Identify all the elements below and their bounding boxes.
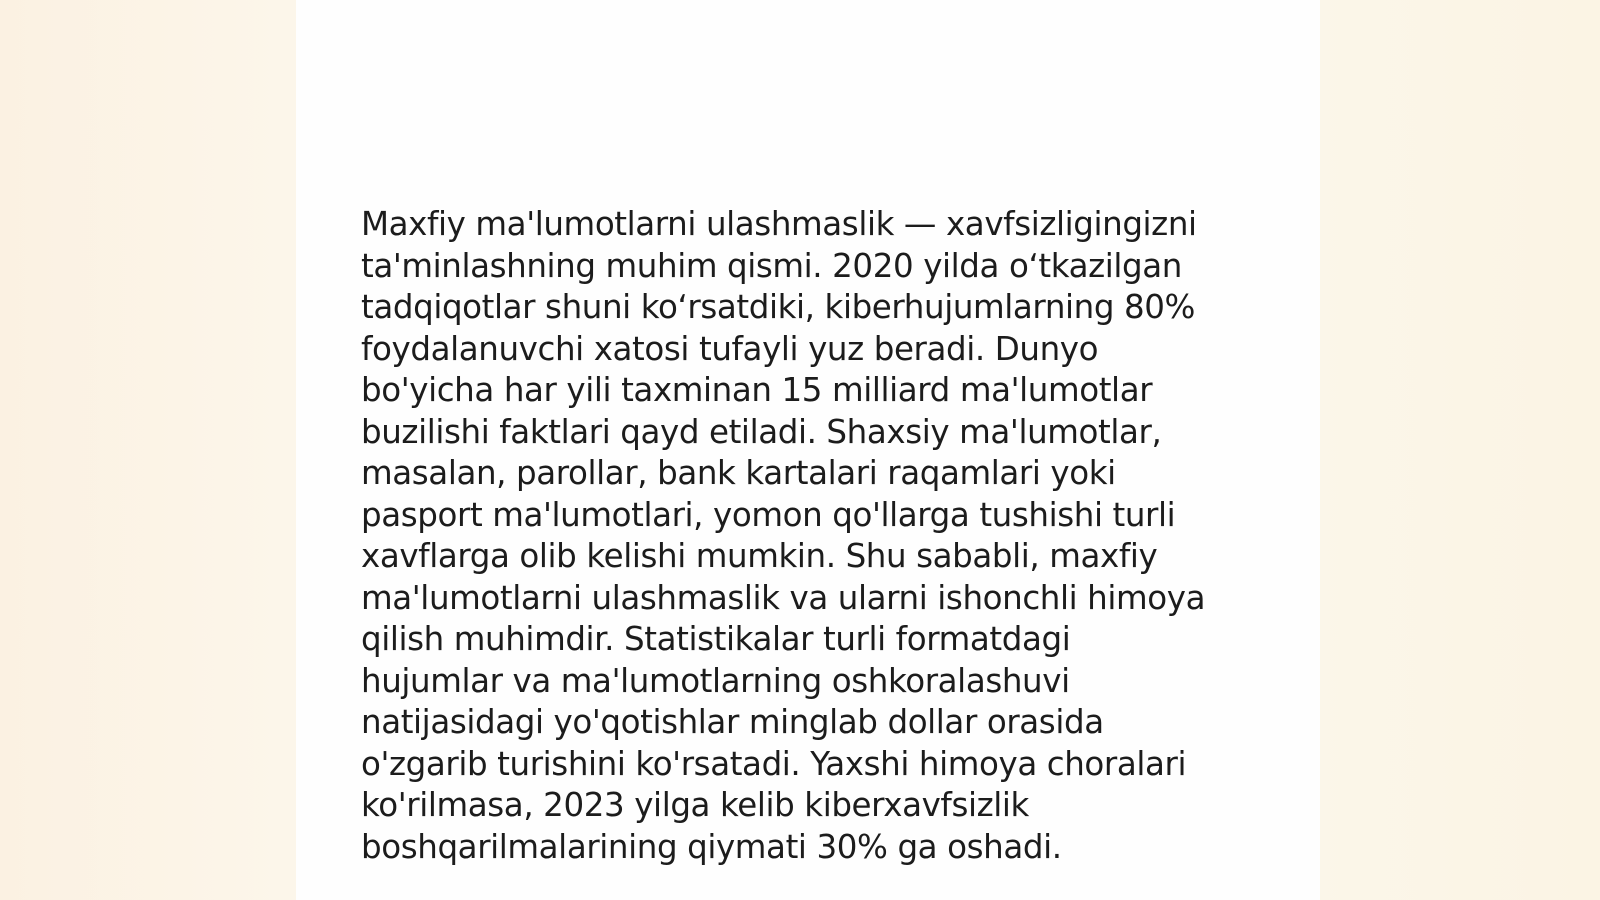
paragraph-line: o'zgarib turishini ko'rsatadi. Yaxshi himoya choralari [361, 744, 1187, 783]
document-page [296, 0, 1320, 900]
paragraph-line: bo'yicha har yili taxminan 15 milliard ma'lumotlar [361, 371, 1153, 409]
paragraph-line: hujumlar va ma'lumotlarning oshkoralashuvi [361, 661, 1070, 700]
paragraph-line: foydalanuvchi xatosi tufayli yuz beradi. Dunyo [361, 329, 1099, 368]
paragraph-line: boshqarilmalarining qiymati 30% ga oshadi. [361, 827, 1062, 866]
paragraph-line: natijasidagi yo'qotishlar minglab dollar orasida [361, 703, 1104, 741]
paragraph-line: pasport ma'lumotlari, yomon qo'llarga tushishi turli [361, 495, 1176, 534]
paragraph-line: ma'lumotlarni ulashmaslik va ularni ishonchli himoya [361, 578, 1206, 617]
body-paragraph [361, 204, 1241, 868]
paragraph-line: xavflarga olib kelishi mumkin. Shu sababli, maxfiy [361, 537, 1158, 575]
paragraph-line: masalan, parollar, bank kartalari raqamlari yoki [361, 454, 1116, 492]
paragraph-line: buzilishi faktlari qayd etiladi. Shaxsiy ma'lumotlar, [361, 412, 1162, 451]
paragraph-line: ta'minlashning muhim qismi. 2020 yilda oʻtkazilgan [361, 246, 1182, 285]
paragraph-line: qilish muhimdir. Statistikalar turli formatdagi [361, 620, 1071, 658]
paragraph-line: Maxfiy ma'lumotlarni ulashmaslik — xavfsizligingizni [361, 205, 1197, 243]
paragraph-line: tadqiqotlar shuni koʻrsatdiki, kiberhujumlarning 80% [361, 288, 1196, 326]
paragraph-line: ko'rilmasa, 2023 yilga kelib kiberxavfsizlik [361, 786, 1029, 824]
